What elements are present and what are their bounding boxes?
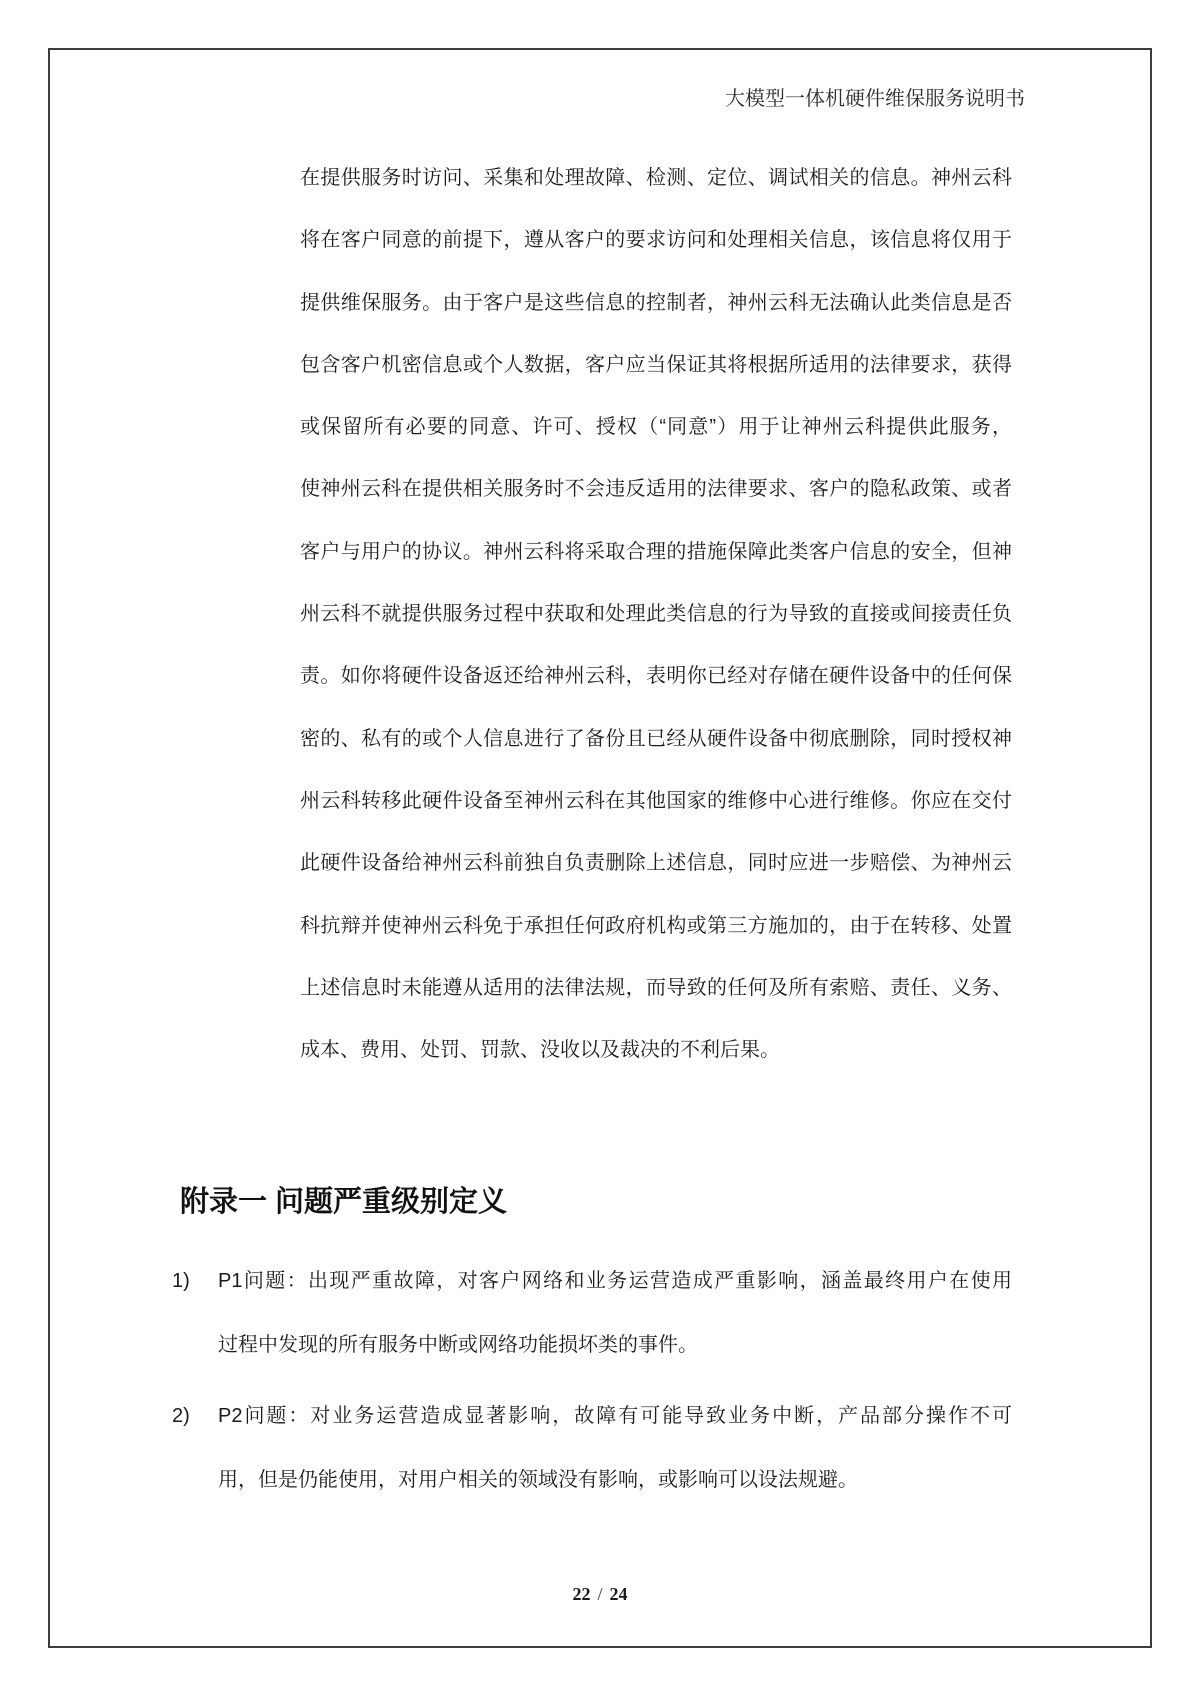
document-header-title: 大模型一体机硬件维保服务说明书: [725, 88, 1025, 110]
appendix-heading: 附录一 问题严重级别定义: [180, 1186, 508, 1218]
paragraph-line: 科抗辩并使神州云科免于承担任何政府机构或第三方施加的，由于在转移、处置: [300, 914, 1012, 937]
list-item-line: 用，但是仍能使用，对用户相关的领域没有影响，或影响可以设法规避。: [218, 1469, 858, 1491]
current-page-number: 22: [572, 1584, 591, 1604]
paragraph-line: 在提供服务时访问、采集和处理故障、检测、定位、调试相关的信息。神州云科: [300, 167, 1012, 189]
paragraph-line: 密的、私有的或个人信息进行了备份且已经从硬件设备中彻底删除，同时授权神: [300, 727, 1012, 750]
page-footer: [0, 1584, 1200, 1605]
paragraph-line: 使神州云科在提供相关服务时不会违反适用的法律要求、客户的隐私政策、或者: [300, 478, 1012, 501]
list-item-number: 1): [172, 1270, 190, 1292]
page-number-separator: /: [597, 1584, 603, 1604]
list-item-line: 过程中发现的所有服务中断或网络功能损坏类的事件。: [218, 1334, 698, 1356]
list-item-number: 2): [172, 1405, 190, 1427]
paragraph-line: 将在客户同意的前提下，遵从客户的要求访问和处理相关信息，该信息将仅用于: [300, 229, 1012, 252]
paragraph-line: 包含客户机密信息或个人数据，客户应当保证其将根据所适用的法律要求，获得: [300, 353, 1012, 376]
paragraph-line: 此硬件设备给神州云科前独自负责删除上述信息，同时应进一步赔偿、为神州云: [300, 852, 1012, 875]
list-item: [218, 1384, 1012, 1512]
total-page-number: 24: [609, 1584, 628, 1604]
main-paragraph: [300, 147, 1012, 1081]
paragraph-line: 成本、费用、处罚、罚款、没收以及裁决的不利后果。: [300, 1039, 780, 1062]
paragraph-line: 上述信息时未能遵从适用的法律法规，而导致的任何及所有索赔、责任、义务、: [300, 976, 1012, 999]
list-item-line: P1问题：出现严重故障，对客户网络和业务运营造成严重影响，涵盖最终用户在使用: [218, 1270, 1012, 1292]
paragraph-line: 责。如你将硬件设备返还给神州云科，表明你已经对存储在硬件设备中的任何保: [300, 665, 1012, 688]
paragraph-line: 提供维保服务。由于客户是这些信息的控制者，神州云科无法确认此类信息是否: [300, 291, 1012, 314]
list-item: [218, 1249, 1012, 1377]
paragraph-line: 或保留所有必要的同意、许可、授权（“同意”）用于让神州云科提供此服务，: [300, 416, 1012, 439]
paragraph-line: 州云科转移此硬件设备至神州云科在其他国家的维修中心进行维修。你应在交付: [300, 789, 1012, 812]
paragraph-line: 客户与用户的协议。神州云科将采取合理的措施保障此类客户信息的安全，但神: [300, 540, 1012, 563]
list-item-line: P2问题：对业务运营造成显著影响，故障有可能导致业务中断，产品部分操作不可: [218, 1405, 1012, 1427]
paragraph-line: 州云科不就提供服务过程中获取和处理此类信息的行为导致的直接或间接责任负: [300, 603, 1012, 626]
